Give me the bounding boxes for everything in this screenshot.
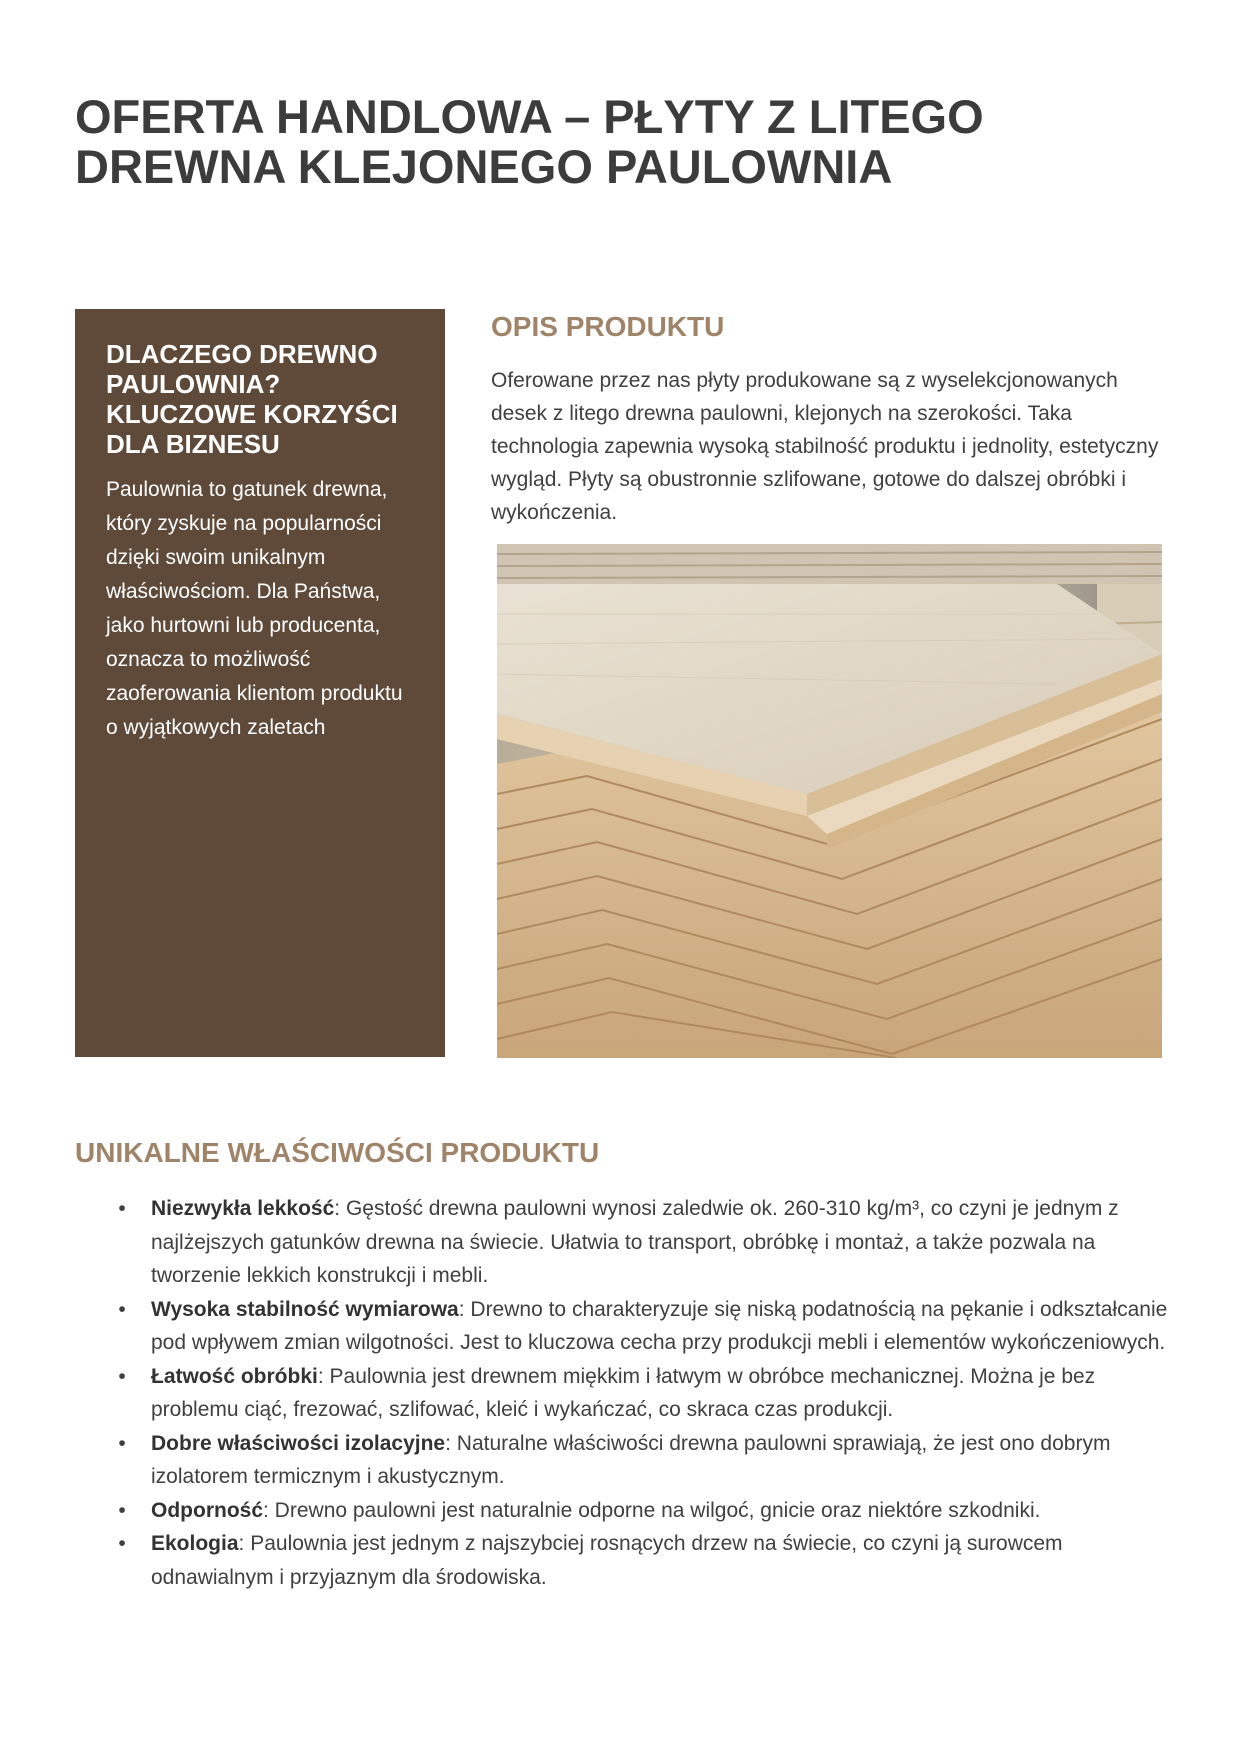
property-text: : Paulownia jest jednym z najszybciej rosnących drzew na świecie, co czyni ją surowcem odnawialnym i przyjaznym dla środowiska. bbox=[151, 1532, 1063, 1589]
property-text: : Gęstość drewna paulowni wynosi zaledwie ok. 260-310 kg/m³, co czyni je jednym z najlżejszych gatunków drewna na świecie. Ułatwia to transport, obróbkę i montaż, a także pozwala na tworzenie lekkich konstrukcji i mebli. bbox=[151, 1197, 1119, 1287]
description-heading: OPIS PRODUKTU bbox=[491, 311, 725, 342]
list-item bbox=[118, 1527, 1171, 1594]
list-item bbox=[118, 1427, 1171, 1494]
bullet-icon: • bbox=[118, 1297, 126, 1321]
benefits-text: Paulownia to gatunek drewna, który zyskuje na popularności dzięki swoim unikalnym właściwościom. Dla Państwa, jako hurtowni lub producenta, oznacza to możliwość zaoferowania klientom produktu o wyjątkowych zaletach bbox=[106, 478, 403, 739]
property-term: Łatwość obróbki bbox=[151, 1364, 318, 1388]
property-term: Ekologia bbox=[151, 1532, 239, 1555]
bullet-icon: • bbox=[118, 1498, 126, 1522]
property-text: : Naturalne właściwości drewna paulowni sprawiają, że jest ono dobrym izolatorem termicznym i akustycznym. bbox=[151, 1431, 1111, 1488]
list-item bbox=[118, 1293, 1171, 1360]
property-text: : Drewno to charakteryzuje się niską podatnością na pękanie i odkształcanie pod wpływem zmian wilgotności. Jest to kluczowa cecha przy produkcji mebli i elementów wykończeniowych. bbox=[151, 1297, 1168, 1354]
description-text: Oferowane przez nas płyty produkowane są z wyselekcjonowanych desek z litego drewna paulowni, klejonych na szerokości. Taka technologia zapewnia wysoką stabilność produktu i jednolity, estetyczny wygląd. Płyty są obustronnie szlifowane, gotowe do dalszej obróbki i wykończenia. bbox=[491, 369, 1159, 524]
property-term: Niezwykła lekkość bbox=[151, 1197, 335, 1220]
property-text: : Paulownia jest drewnem miękkim i łatwym w obróbce mechanicznej. Można je bez problemu ciąć, frezować, szlifować, kleić i wykańczać, co skraca czas produkcji. bbox=[151, 1364, 1096, 1421]
properties-heading: UNIKALNE WŁAŚCIWOŚCI PRODUKTU bbox=[75, 1137, 600, 1168]
bullet-icon: • bbox=[118, 1532, 126, 1555]
list-item bbox=[118, 1360, 1171, 1427]
property-term: Dobre właściwości izolacyjne bbox=[151, 1431, 446, 1455]
properties-list bbox=[118, 1192, 1171, 1594]
benefits-panel bbox=[75, 309, 445, 1057]
list-item bbox=[118, 1192, 1171, 1293]
page-title: OFERTA HANDLOWA – PŁYTY Z LITEGO DREWNA KLEJONEGO PAULOWNIA bbox=[75, 90, 984, 193]
bullet-icon: • bbox=[118, 1197, 126, 1220]
property-term: Wysoka stabilność wymiarowa bbox=[151, 1297, 459, 1321]
bullet-icon: • bbox=[118, 1431, 126, 1455]
benefits-heading: DLACZEGO DREWNO PAULOWNIA? KLUCZOWE KORZYŚCI DLA BIZNESU bbox=[106, 339, 398, 459]
property-term: Odporność bbox=[151, 1498, 264, 1522]
wood-panels-illustration bbox=[497, 544, 1162, 1058]
bullet-icon: • bbox=[118, 1364, 126, 1388]
product-photo bbox=[497, 544, 1162, 1058]
list-item bbox=[118, 1494, 1171, 1528]
property-text: : Drewno paulowni jest naturalnie odporne na wilgoć, gnicie oraz niektóre szkodniki. bbox=[263, 1498, 1041, 1522]
